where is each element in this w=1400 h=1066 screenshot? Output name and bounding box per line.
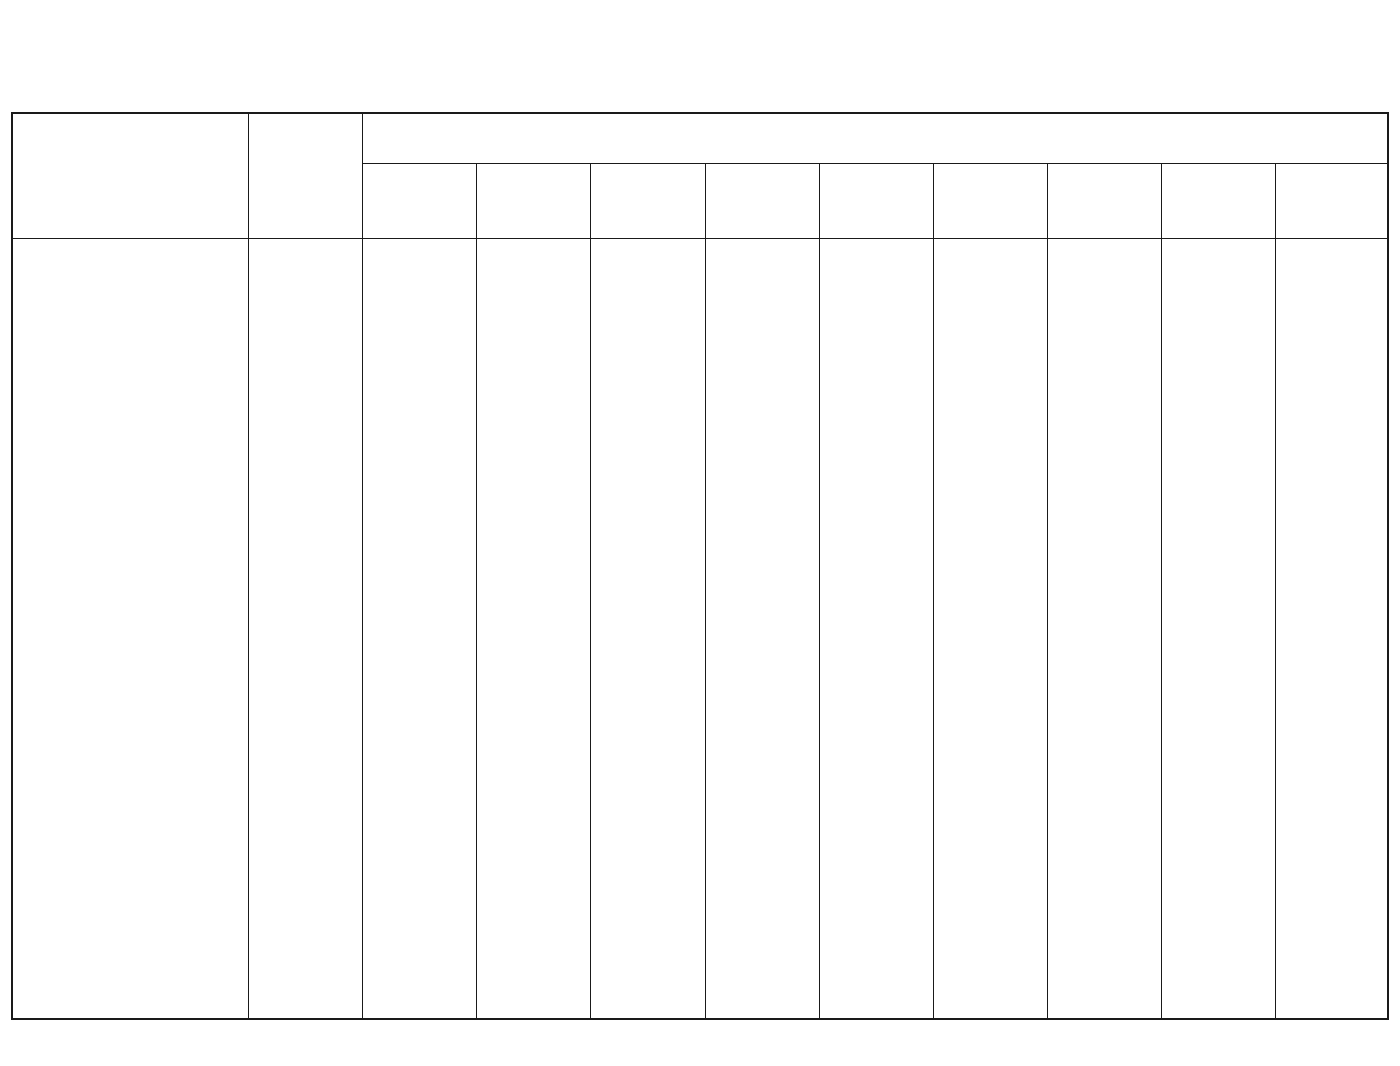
header-welfare	[363, 164, 476, 238]
table-divider	[1047, 239, 1048, 1018]
header-category	[13, 114, 248, 238]
table-divider	[476, 239, 477, 1018]
header-other	[1162, 164, 1275, 238]
header-public-enterprise	[1276, 164, 1387, 238]
table-divider	[1161, 239, 1162, 1018]
table-divider	[590, 239, 591, 1018]
header-education	[934, 164, 1047, 238]
table-divider	[248, 114, 249, 1018]
header-sanitation	[477, 164, 590, 238]
header-agriculture	[706, 164, 819, 238]
table-divider	[13, 238, 1387, 239]
table-divider	[705, 239, 706, 1018]
table-divider	[819, 239, 820, 1018]
table-divider	[362, 114, 363, 1018]
table-divider	[1275, 239, 1276, 1018]
header-disaster-recovery	[1048, 164, 1161, 238]
header-commerce	[820, 164, 933, 238]
header-breakdown	[363, 114, 1387, 163]
header-civil-engineering	[591, 164, 705, 238]
table-divider	[933, 239, 934, 1018]
header-revenue	[249, 114, 362, 238]
data-table	[11, 112, 1389, 1020]
